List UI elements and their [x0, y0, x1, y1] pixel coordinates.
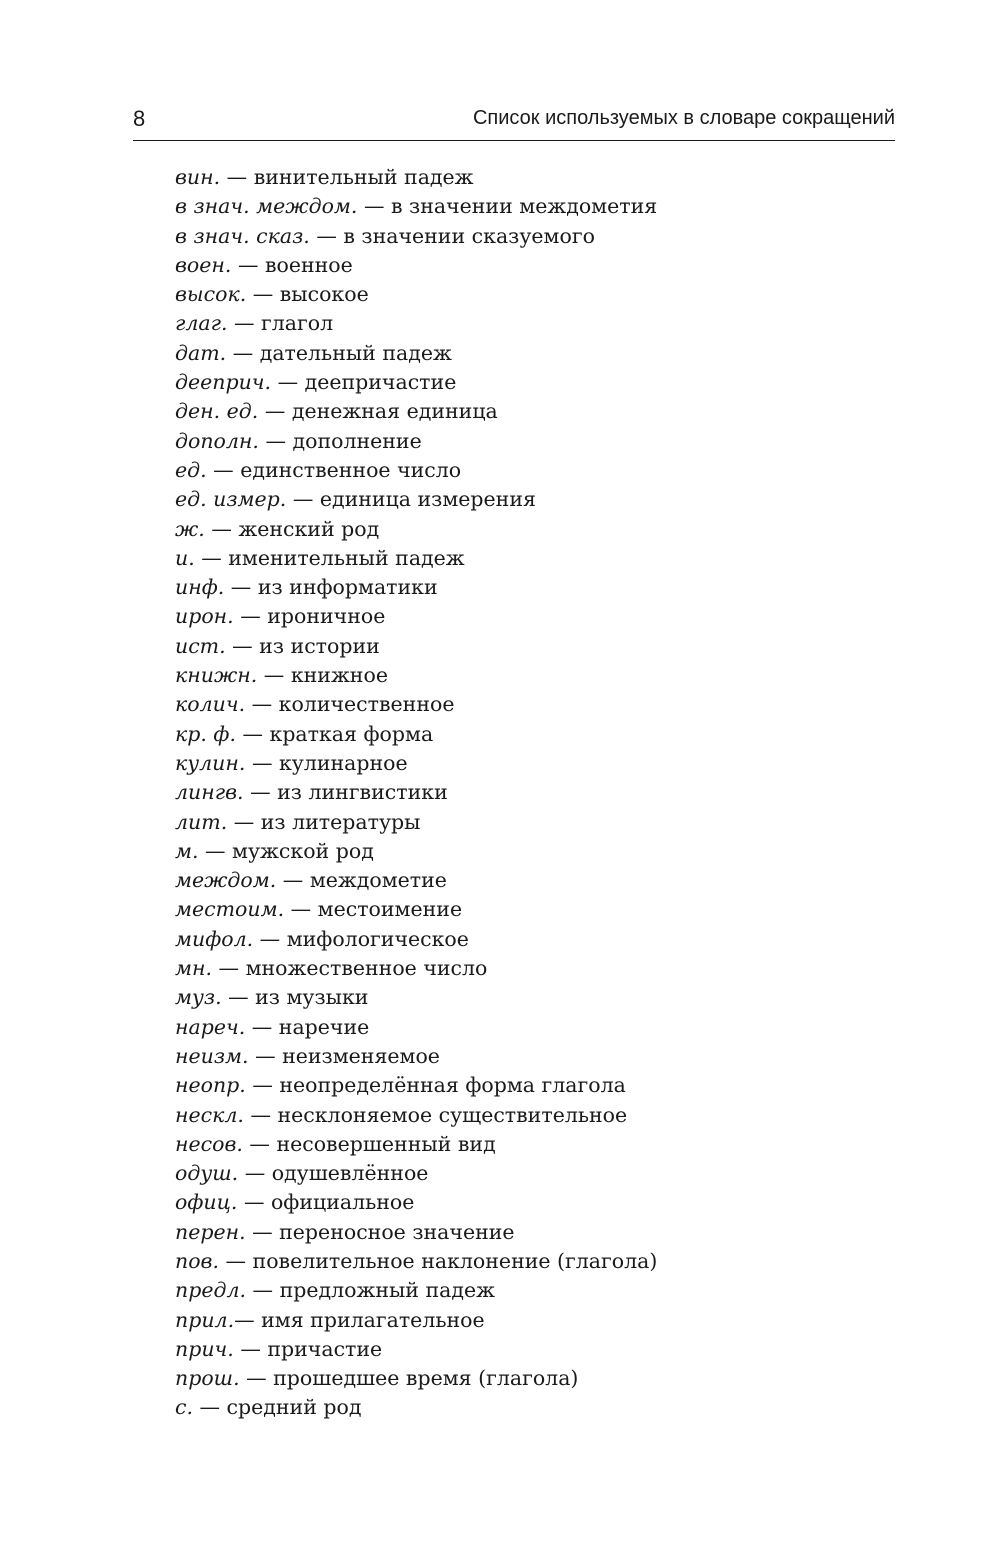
abbreviation-term: прош.: [175, 1366, 240, 1391]
abbreviation-meaning: — имя прилагательное: [234, 1307, 485, 1332]
abbreviation-meaning: — местоимение: [284, 897, 463, 922]
abbreviation-meaning: — несклоняемое существительное: [243, 1102, 628, 1127]
abbreviation-term: дополн.: [175, 428, 259, 453]
abbreviation-term: несов.: [175, 1131, 243, 1156]
abbreviation-term: офиц.: [175, 1190, 238, 1215]
abbreviation-entry: [175, 778, 657, 807]
abbreviation-meaning: — междометие: [276, 868, 447, 893]
abbreviation-entry: [175, 895, 657, 924]
abbreviation-entry: [175, 808, 657, 837]
abbreviation-term: неизм.: [175, 1043, 249, 1068]
abbreviation-meaning: — деепричастие: [271, 370, 457, 395]
abbreviation-entry: [175, 749, 657, 778]
abbreviation-entry: [175, 1276, 657, 1305]
abbreviation-term: мифол.: [175, 926, 254, 951]
abbreviation-meaning: — винительный падеж: [220, 165, 474, 189]
abbreviation-term: воен.: [175, 252, 232, 277]
abbreviation-meaning: — кулинарное: [245, 750, 408, 775]
abbreviation-entry: [175, 251, 657, 280]
abbreviation-meaning: — из лингвистики: [243, 780, 448, 805]
abbreviation-term: дат.: [175, 340, 227, 365]
abbreviation-entry: [175, 192, 657, 221]
abbreviation-meaning: — причастие: [233, 1336, 383, 1361]
abbreviation-term: ист.: [175, 633, 226, 658]
abbreviation-meaning: — предложный падеж: [246, 1278, 495, 1303]
abbreviation-meaning: — в значении междометия: [357, 194, 658, 219]
abbreviation-entry: [175, 1335, 657, 1364]
abbreviation-term: междом.: [175, 868, 277, 893]
abbreviation-entry: [175, 573, 657, 602]
abbreviation-meaning: — высокое: [246, 282, 369, 307]
abbreviation-meaning: — одушевлённое: [238, 1161, 429, 1186]
abbreviation-meaning: — дательный падеж: [226, 340, 452, 365]
abbreviation-entry: [175, 925, 657, 954]
abbreviation-entry: [175, 222, 657, 251]
abbreviation-entry: [175, 632, 657, 661]
abbreviation-term: одуш.: [175, 1161, 239, 1186]
abbreviation-entry: [175, 1159, 657, 1188]
abbreviation-term: лит.: [175, 809, 228, 834]
abbreviation-term: мн.: [175, 956, 213, 981]
abbreviation-term: пов.: [175, 1248, 219, 1273]
abbreviation-entry: [175, 427, 657, 456]
abbreviation-term: глаг.: [175, 311, 228, 336]
abbreviation-entry: [175, 456, 657, 485]
abbreviation-entry: [175, 983, 657, 1012]
abbreviation-meaning: — женский род: [204, 516, 380, 541]
abbreviation-entry: [175, 1247, 657, 1276]
abbreviation-entry: [175, 837, 657, 866]
abbreviation-term: нескл.: [175, 1102, 244, 1127]
abbreviation-entry: [175, 1306, 657, 1335]
abbreviation-meaning: — ироничное: [233, 604, 386, 629]
abbreviation-term: в знач. междом.: [175, 194, 358, 219]
abbreviation-term: ед. измер.: [175, 487, 287, 512]
abbreviation-entry: [175, 339, 657, 368]
abbreviation-entry: [175, 1364, 657, 1393]
abbreviation-entry: [175, 1013, 657, 1042]
abbreviation-entry: [175, 954, 657, 983]
abbreviation-meaning: — средний род: [193, 1395, 362, 1420]
abbreviation-meaning: — в значении сказуемого: [309, 223, 595, 248]
abbreviation-term: инф.: [175, 575, 225, 600]
abbreviation-meaning: — повелительное наклонение (глагола): [219, 1248, 658, 1273]
abbreviation-meaning: — военное: [231, 252, 353, 277]
abbreviation-term: лингв.: [175, 780, 244, 805]
abbreviation-entry: [175, 1188, 657, 1217]
abbreviation-entry: [175, 1393, 657, 1422]
abbreviation-entry: [175, 163, 657, 192]
abbreviation-entry: [175, 515, 657, 544]
abbreviation-term: с.: [175, 1395, 193, 1420]
abbreviation-meaning: — из информатики: [224, 575, 438, 600]
abbreviation-entry: [175, 544, 657, 573]
abbreviation-entry: [175, 280, 657, 309]
abbreviation-term: высок.: [175, 282, 247, 307]
abbreviation-term: ед.: [175, 457, 207, 482]
abbreviation-entry: [175, 485, 657, 514]
abbreviation-meaning: — из литературы: [227, 809, 421, 834]
abbreviation-term: кр. ф.: [175, 721, 236, 746]
abbreviation-term: дееприч.: [175, 370, 272, 395]
abbreviation-meaning: — официальное: [237, 1190, 415, 1215]
abbreviation-meaning: — глагол: [227, 311, 334, 336]
abbreviation-term: предл.: [175, 1278, 247, 1303]
abbreviation-term: неопр.: [175, 1073, 246, 1098]
abbreviation-meaning: — денежная единица: [258, 399, 498, 424]
abbreviation-entry: [175, 602, 657, 631]
abbreviation-term: прил.: [175, 1307, 235, 1332]
abbreviation-meaning: — множественное число: [212, 956, 488, 981]
abbreviation-meaning: — прошедшее время (глагола): [239, 1366, 579, 1391]
abbreviation-entry: [175, 690, 657, 719]
abbreviation-term: перен.: [175, 1219, 246, 1244]
abbreviation-meaning: — краткая форма: [235, 721, 434, 746]
abbreviation-list: [175, 163, 657, 1423]
abbreviation-term: в знач. сказ.: [175, 223, 310, 248]
abbreviation-term: нареч.: [175, 1014, 246, 1039]
abbreviation-term: вин.: [175, 165, 221, 189]
abbreviation-entry: [175, 720, 657, 749]
abbreviation-meaning: — из истории: [225, 633, 380, 658]
abbreviation-meaning: — именительный падеж: [194, 545, 465, 570]
abbreviation-term: ж.: [175, 516, 205, 541]
abbreviation-meaning: — несовершенный вид: [242, 1131, 496, 1156]
abbreviation-meaning: — книжное: [257, 663, 388, 688]
abbreviation-meaning: — количественное: [245, 692, 455, 717]
abbreviation-meaning: — неопределённая форма глагола: [245, 1073, 626, 1098]
abbreviation-meaning: — единственное число: [206, 457, 462, 482]
abbreviation-meaning: — переносное значение: [245, 1219, 515, 1244]
page-header: [133, 104, 895, 141]
abbreviation-entry: [175, 1218, 657, 1247]
running-title: Список используемых в словаре сокращений: [472, 107, 895, 129]
abbreviation-term: прич.: [175, 1336, 234, 1361]
abbreviation-term: ирон.: [175, 604, 234, 629]
abbreviation-term: местоим.: [175, 897, 285, 922]
abbreviation-meaning: — наречие: [245, 1014, 370, 1039]
abbreviation-term: муз.: [175, 985, 222, 1010]
page-number: 8: [133, 106, 146, 131]
abbreviation-meaning: — единица измерения: [286, 487, 536, 512]
abbreviation-term: и.: [175, 545, 195, 570]
abbreviation-term: книжн.: [175, 663, 258, 688]
abbreviation-term: ден. ед.: [175, 399, 259, 424]
abbreviation-entry: [175, 1101, 657, 1130]
abbreviation-meaning: — дополнение: [258, 428, 422, 453]
abbreviation-term: кулин.: [175, 750, 246, 775]
abbreviation-entry: [175, 1130, 657, 1159]
abbreviation-entry: [175, 309, 657, 338]
abbreviation-entry: [175, 866, 657, 895]
abbreviation-meaning: — мифологическое: [253, 926, 469, 951]
abbreviation-term: колич.: [175, 692, 246, 717]
abbreviation-entry: [175, 1042, 657, 1071]
abbreviation-entry: [175, 1071, 657, 1100]
abbreviation-meaning: — из музыки: [221, 985, 369, 1010]
abbreviation-meaning: — мужской род: [198, 838, 374, 863]
abbreviation-meaning: — неизменяемое: [248, 1043, 440, 1068]
abbreviation-entry: [175, 661, 657, 690]
abbreviation-entry: [175, 368, 657, 397]
abbreviation-term: м.: [175, 838, 199, 863]
abbreviation-entry: [175, 397, 657, 426]
